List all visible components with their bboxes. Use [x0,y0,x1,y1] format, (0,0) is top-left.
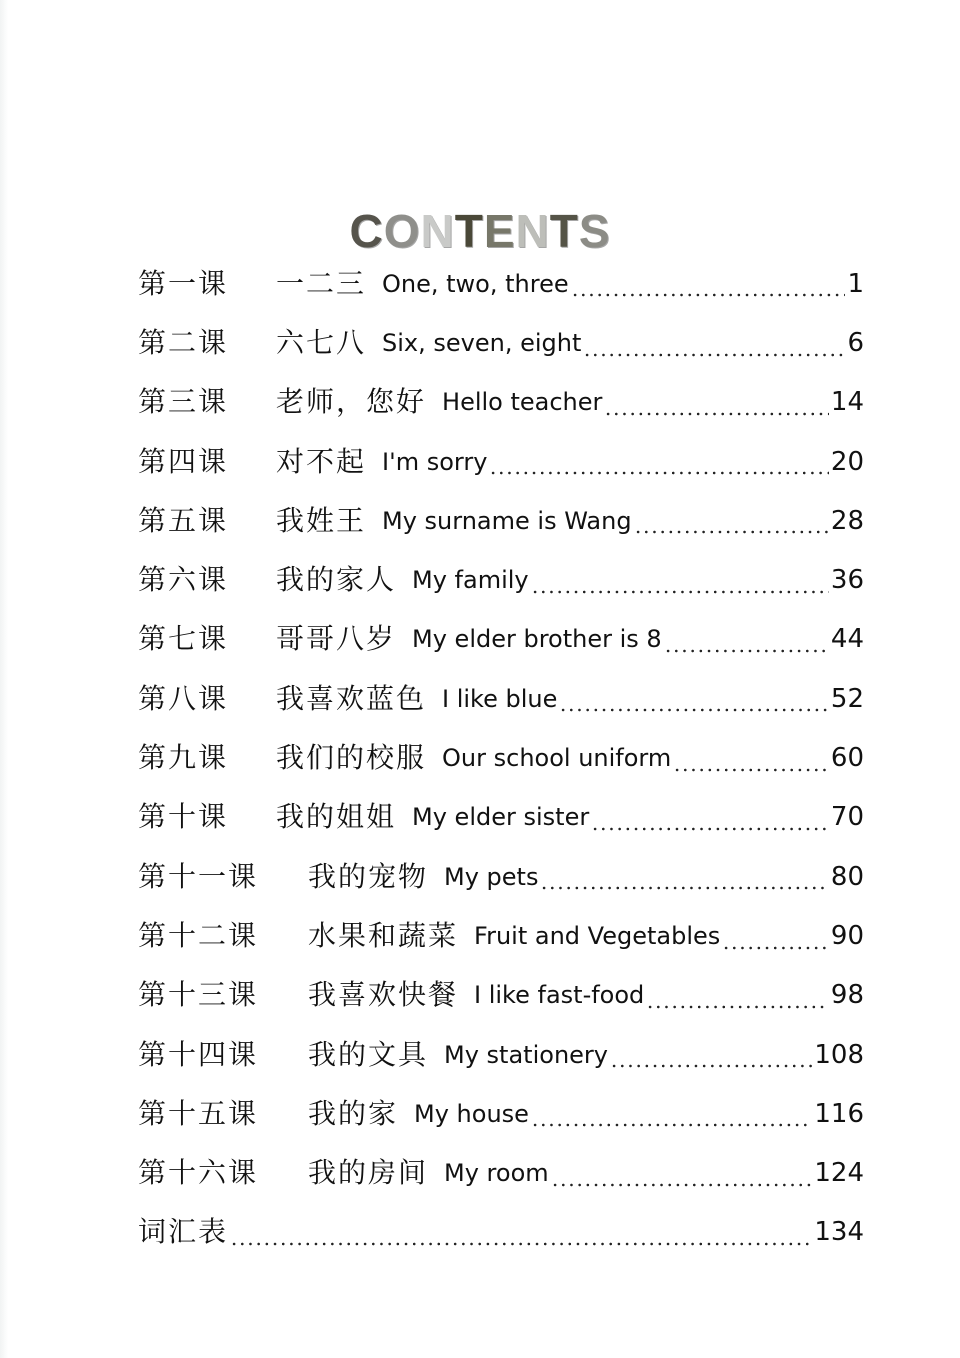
dot-leader [610,1064,812,1068]
lesson-chinese-title: 我的姐姐 [276,800,397,834]
dot-leader [673,768,829,772]
dot-leader [604,412,829,416]
toc-entry-lesson-5[interactable] [138,491,864,550]
table-of-contents [138,254,864,1262]
lesson-number: 第六课 [138,563,229,597]
lesson-chinese-title: 我们的校服 [276,741,427,775]
toc-entry-lesson-9[interactable] [138,728,864,787]
toc-entry-lesson-6[interactable] [138,550,864,609]
toc-entry-glossary[interactable] [138,1203,864,1262]
lesson-english-title: My surname is Wang [382,506,632,535]
dot-leader [540,886,828,890]
lesson-english-title: One, two, three [382,269,569,298]
page-number: 52 [830,683,864,714]
title-letter: T [454,204,484,257]
lesson-number: 第四课 [138,444,229,478]
lesson-chinese-title: 哥哥八岁 [276,622,397,656]
lesson-english-title: My pets [444,862,539,891]
lesson-chinese-title: 我的文具 [308,1037,429,1071]
lesson-english-title: Hello teacher [442,388,603,417]
dot-leader [559,708,829,712]
title-letter: S [578,204,611,257]
lesson-number: 第二课 [138,325,229,359]
lesson-english-title: I'm sorry [382,447,488,476]
lesson-english-title: My room [444,1159,549,1188]
lesson-chinese-title: 六七八 [276,325,367,359]
lesson-english-title: Our school uniform [442,744,672,773]
dot-leader [722,946,829,950]
lesson-chinese-title: 我喜欢蓝色 [276,681,427,715]
page-number: 14 [830,387,864,418]
lesson-english-title: My family [412,566,529,595]
lesson-chinese-title: 我的宠物 [308,859,429,893]
lesson-chinese-title: 对不起 [276,444,367,478]
toc-entry-lesson-13[interactable] [138,966,864,1025]
page-number: 6 [847,327,864,358]
lesson-chinese-title: 我的房间 [308,1156,429,1190]
lesson-english-title: Fruit and Vegetables [474,921,721,950]
page-number: 108 [814,1039,864,1070]
lesson-number: 第九课 [138,741,229,775]
dot-leader [591,827,829,831]
page-number: 116 [814,1098,864,1129]
lesson-chinese-title: 一二三 [276,266,367,300]
dot-leader [230,1242,812,1246]
dot-leader [489,471,829,475]
page-title [0,203,960,259]
page-number: 44 [830,624,864,655]
lesson-number: 第十六课 [138,1156,259,1190]
dot-leader [571,293,846,297]
lesson-chinese-title: 我喜欢快餐 [308,978,459,1012]
lesson-number: 第五课 [138,503,229,537]
lesson-number: 第十课 [138,800,229,834]
toc-entry-lesson-11[interactable] [138,847,864,906]
page-number: 28 [830,505,864,536]
dot-leader [551,1183,813,1187]
page-number: 36 [830,565,864,596]
page-number: 98 [830,980,864,1011]
lesson-number: 第十一课 [138,859,259,893]
dot-leader [646,1005,829,1009]
toc-entry-lesson-16[interactable] [138,1143,864,1202]
lesson-english-title: My elder sister [412,803,590,832]
toc-entry-lesson-15[interactable] [138,1084,864,1143]
dot-leader [634,530,829,534]
title-letter: O [383,204,421,257]
lesson-number: 第七课 [138,622,229,656]
title-letter: T [549,204,579,257]
title-letter: N [515,204,550,257]
lesson-chinese-title: 我姓王 [276,503,367,537]
lesson-number: 第十二课 [138,918,259,952]
lesson-number: 第十四课 [138,1037,259,1071]
toc-entry-lesson-2[interactable] [138,313,864,372]
page-number: 134 [814,1217,864,1248]
title-letter: C [349,204,384,257]
lesson-chinese-title: 我的家 [308,1096,399,1130]
glossary-label: 词汇表 [138,1215,229,1249]
lesson-english-title: My stationery [444,1040,608,1069]
page-number: 1 [847,268,864,299]
lesson-number: 第一课 [138,266,229,300]
dot-leader [583,353,845,357]
title-letter: E [483,204,516,257]
lesson-english-title: My house [414,1099,529,1128]
title-letter: N [420,204,455,257]
lesson-number: 第十五课 [138,1096,259,1130]
toc-entry-lesson-10[interactable] [138,788,864,847]
lesson-english-title: I like fast-food [474,981,645,1010]
page-number: 80 [830,861,864,892]
page-number: 60 [830,743,864,774]
toc-entry-lesson-8[interactable] [138,669,864,728]
lesson-chinese-title: 老师，您好 [276,385,427,419]
lesson-number: 第三课 [138,385,229,419]
dot-leader [531,590,829,594]
toc-entry-lesson-7[interactable] [138,610,864,669]
lesson-number: 第十三课 [138,978,259,1012]
toc-entry-lesson-4[interactable] [138,432,864,491]
toc-entry-lesson-14[interactable] [138,1025,864,1084]
lesson-english-title: My elder brother is 8 [412,625,662,654]
toc-entry-lesson-1[interactable] [138,254,864,313]
toc-entry-lesson-12[interactable] [138,906,864,965]
page-number: 90 [830,920,864,951]
toc-entry-lesson-3[interactable] [138,373,864,432]
lesson-english-title: I like blue [442,684,558,713]
dot-leader [531,1123,812,1127]
lesson-chinese-title: 水果和蔬菜 [308,918,459,952]
dot-leader [664,649,829,653]
page-number: 124 [814,1158,864,1189]
page-number: 70 [830,802,864,833]
lesson-chinese-title: 我的家人 [276,563,397,597]
lesson-number: 第八课 [138,681,229,715]
page-number: 20 [830,446,864,477]
lesson-english-title: Six, seven, eight [382,328,582,357]
